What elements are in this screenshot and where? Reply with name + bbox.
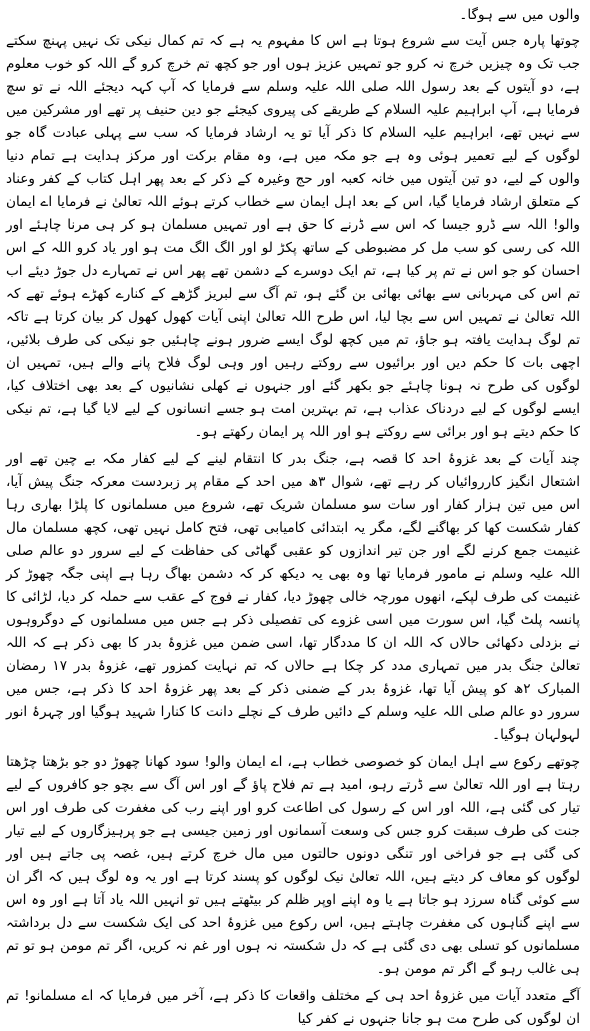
paragraph-battle-of-uhud: چند آیات کے بعد غزوۂ احد کا قصہ ہے، جنگ بدر کا انتقام لینے کے لیے کفار مکہ بے چین تھے اور اشتعال انگیز کارروائیاں کر رہے تھے، شوال ۳ھ میں احد کے مقام پر زبردست معرکہ جنگ پیش آیا، اس میں تین ہزار کفار اور سات سو مسلمان شریک تھے، شروع میں مسلمانوں کا پلڑا بھاری رہا کفار شکست کھا کر بھاگنے لگے، مگر یہ ابتدائی کامیابی تھی، فتح کامل نہیں تھی، کچھ مسلمان مال غنیمت جمع کرنے لگے اور جن تیر اندازوں کو عقبی گھاٹی کی حفاظت کے لیے سرور دو عالم صلی اللہ علیہ وسلم نے مامور فرمایا تھا وہ بھی یہ دیکھ کر کہ دشمن بھاگ رہا ہے اپنی جگہ چھوڑ کر غنیمت کی طرف لپکے، انھوں مورچہ خالی چھوڑ دیا، کفار نے فوج کے عقب سے حملہ کر دیا، لڑائی کا پانسہ پلٹ گیا، اس سورت میں اسی غزوے کی تفصیلی ذکر ہے جس میں مسلمانوں کے دوگروہوں نے بزدلی دکھائی حالاں کہ اللہ ان کا مددگار تھا، اسی ضمن میں غزوۂ بدر کا بھی ذکر ہے کہ اللہ تعالیٰ جنگ بدر میں تمہاری مدد کر چکا ہے حالاں کہ تم نہایت کمزور تھے، غزوۂ بدر ۱۷ رمضان المبارک ۲ھ کو پیش آیا تھا، غزوۂ بدر کے ضمنی ذکر کے بعد پھر غزوۂ احد کا ذکر ہے، جس میں سرور دو عالم صلی اللہ علیہ وسلم کے دائیں طرف کے نچلے دانت کا کنارا شہید ہوگیا اور چہرۂ انور لہولہان ہوگیا۔: [6, 451, 581, 743]
paragraph-closing: آگے متعدد آیات میں غزوۂ احد ہی کے مختلف واقعات کا ذکر ہے، آخر میں فرمایا کہ اے مسلمانو! تم ان لوگوں کی طرح مت ہو جانا جنہوں نے کفر کیا: [6, 988, 580, 1027]
paragraph-intro-tail: والوں میں سے ہوگا۔: [459, 7, 580, 23]
paragraph-fourth-ruku: چوتھے رکوع سے اہل ایمان کو خصوصی خطاب ہے، اے ایمان والو! سود کھانا چھوڑ دو جو بڑھتا چڑھتا رہتا ہے اور اللہ تعالیٰ سے ڈرتے رہو، امید ہے تم فلاح پاؤ گے اور اس آگ سے بچو جو کافروں کے لیے تیار کی گئی ہے، اللہ اور اس کے رسول کی اطاعت کرو اور اپنے رب کی مغفرت کی طرف اور اس جنت کی طرف سبقت کرو جس کی وسعت آسمانوں اور زمین جیسی ہے جو پرہیزگاروں کے لیے تیار کی گئی ہے جو فراخی اور تنگی دونوں حالتوں میں مال خرچ کرتے ہیں، غصہ پی جاتے ہیں اور لوگوں کو معاف کر دیتے ہیں، اللہ تعالیٰ نیک لوگوں کو پسند کرتا ہے اور یہ وہ لوگ ہیں کہ اگر ان سے کوئی گناہ سرزد ہو جاتا ہے یا وہ اپنے اوپر ظلم کر بیٹھتے ہیں تو انہیں اللہ یاد آتا ہے اور وہ اس سے اپنے گناہوں کی مغفرت چاہتے ہیں، اس رکوع میں غزوۂ احد کی ایک شکست سے دل برداشتہ مسلمانوں کو تسلی بھی دی گئی ہے کہ دل شکستہ نہ ہوں اور غم نہ کریں، اگر تم مومن ہو تو تم ہی غالب رہو گے اگر تم مومن ہو۔: [6, 754, 580, 977]
paragraph-para-four-opening: چوتھا پارہ جس آیت سے شروع ہوتا ہے اس کا مفہوم یہ ہے کہ تم کمال نیکی تک نہیں پہنچ سکتے جب تک وہ چیزیں خرچ نہ کرو جو تمہیں عزیز ہوں اور جو کچھ تم خرچ کرو گے اللہ کو خوب معلوم ہے، دو آیتوں کے بعد رسول اللہ صلی اللہ علیہ وسلم سے فرمایا کہ آپ کہہ دیجئے اللہ نے تو سچ فرمایا ہے، آپ ابراہیم علیہ السلام کے طریقے کی پیروی کیجئے جو دین حنیف پر تھے اور مشرکین میں سے نہیں تھے، ابراہیم علیہ السلام کا ذکر آیا تو یہ ارشاد فرمایا کہ سب سے پہلی عبادت گاہ جو لوگوں کے لیے تعمیر ہوئی وہ ہے جو مکہ میں ہے، وہ مقام برکت اور مرکز ہدایت ہے تمام دنیا والوں کے لیے، دو تین آیتوں میں خانہ کعبہ اور حج وغیرہ کے ذکر کے بعد پھر اہل کتاب کے کفر وعناد کے متعلق ارشاد فرمایا گیا، اس کے بعد اہل ایمان سے خطاب کرتے ہوئے اللہ تعالیٰ نے فرمایا اے ایمان والو! اللہ سے ڈرو جیسا کہ اس سے ڈرنے کا حق ہے اور تمہیں مسلمان ہو کر ہی مرنا چاہئے اور اللہ کی رسی کو سب مل کر مضبوطی کے ساتھ پکڑ لو اور الگ الگ مت ہو اور یاد کرو اللہ کے اس احسان کو جو اس نے تم پر کیا ہے، تم ایک دوسرے کے دشمن تھے پھر اس نے تمہارے دل جوڑ دیئے اب تم اس کی مہربانی سے بھائی بھائی بن گئے ہو، تم آگ سے لبریز گڑھے کے کنارے کھڑے ہوئے تھے کہ اللہ تعالیٰ نے تمہیں اس سے بچا لیا، اس طرح اللہ تعالیٰ اپنی آیات کھول کھول کر بیان کرتا ہے تاکہ تم لوگ ہدایت یافتہ ہو جاؤ، تم میں کچھ لوگ ایسے ضرور ہونے چاہئیں جو نیکی کی طرف بلائیں، اچھی بات کا حکم دیں اور برائیوں سے روکتے رہیں اور وہی لوگ فلاح پانے والے ہیں، تمہیں ان لوگوں کی طرح نہ ہونا چاہئے جو بکھر گئے اور جنہوں نے کھلی نشانیوں کے بعد بھی اختلاف کیا، ایسے لوگوں کے لیے دردناک عذاب ہے، تم بہترین امت ہو جسے انسانوں کے لیے لایا گیا ہے، تم نیکی کا حکم دیتے ہو اور برائی سے روکتے ہو اور اللہ پر ایمان رکھتے ہو۔: [6, 33, 580, 440]
